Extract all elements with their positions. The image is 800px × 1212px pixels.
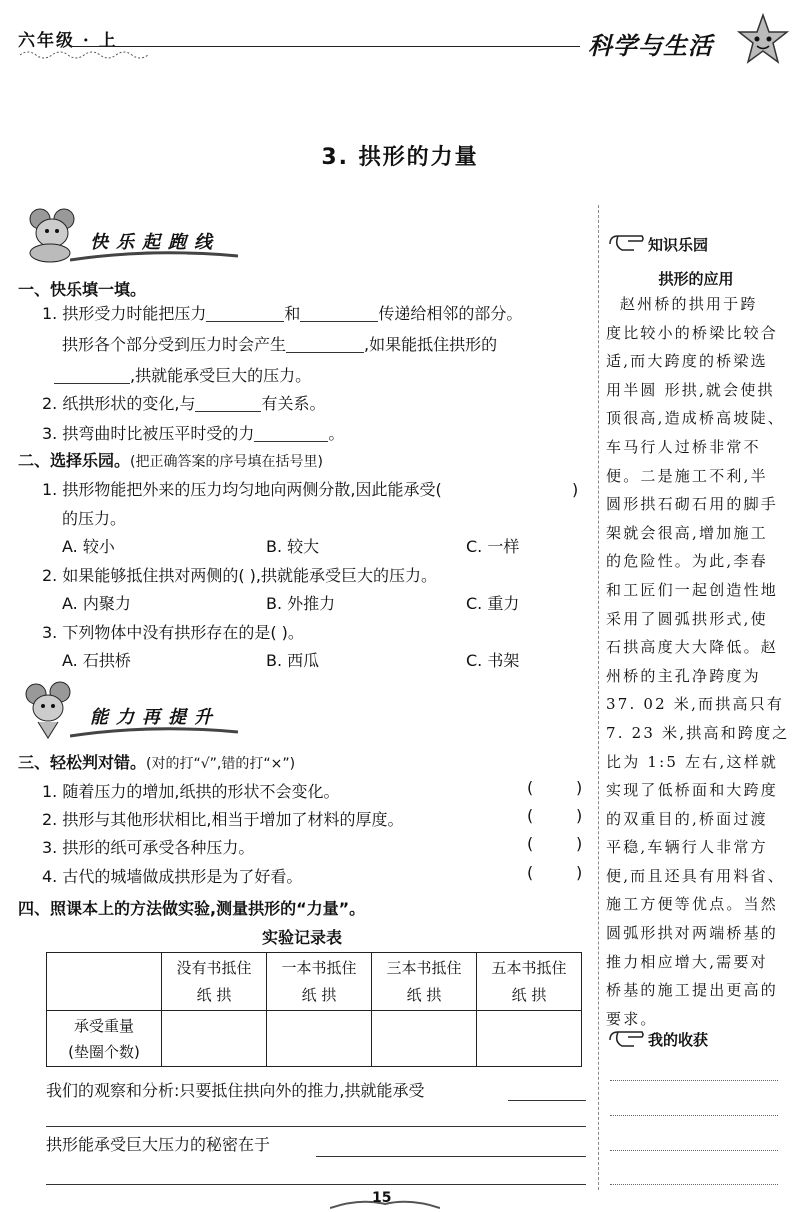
row-label-line1: 承受重量 — [73, 1016, 134, 1035]
q2-item1-opt-a[interactable]: A. 较小 — [62, 537, 115, 556]
section-banner-2: 能力再提升 — [90, 707, 220, 728]
table-col-header — [267, 953, 372, 1011]
article-body — [606, 290, 790, 1033]
col-header-line1: 没有书抵住 — [176, 958, 252, 977]
table-input-cell[interactable] — [267, 1011, 372, 1067]
q1-item1-text-b: 和 — [284, 304, 301, 323]
q1-item3-text-a: 3. 拱弯曲时比被压平时受的力 — [42, 424, 255, 443]
knowledge-label: 知识乐园 — [648, 236, 709, 254]
q2-item2-opt-b[interactable]: B. 外推力 — [266, 594, 336, 613]
article-line: 7. 23 米,拱高和跨度之 — [606, 723, 790, 742]
column-divider — [598, 205, 599, 1190]
table-col-header — [477, 953, 582, 1011]
secret-text: 拱形能承受巨大压力的秘密在于 — [46, 1135, 271, 1154]
page-number: 15 — [372, 1190, 392, 1206]
q3-answer-4-open[interactable]: ( — [527, 863, 534, 882]
q1-item1-text-c: 传递给相邻的部分。 — [378, 304, 523, 323]
table-col-header — [372, 953, 477, 1011]
section-banner-1: 快乐起跑线 — [90, 232, 220, 253]
q1-item1-text-e: ,如果能抵住拱形的 — [364, 335, 498, 354]
article-line: 实现了低桥面和大跨度 — [606, 781, 779, 800]
q2-item2-text: 2. 如果能够抵住拱对两侧的( ),拱就能承受巨大的压力。 — [42, 566, 438, 585]
article-line: 便。二是施工不利,半 — [606, 466, 768, 485]
q2-item2-opt-a[interactable]: A. 内聚力 — [62, 594, 131, 613]
secret-blank-1[interactable] — [316, 1156, 586, 1157]
table-col-header — [162, 953, 267, 1011]
q3-answer-1-close: ) — [576, 778, 583, 797]
row-label-line2: (垫圈个数) — [68, 1042, 140, 1061]
q1-blank-6[interactable] — [254, 423, 328, 442]
q3-answer-3-open[interactable]: ( — [527, 834, 534, 853]
table-title: 实验记录表 — [262, 928, 343, 947]
observation-text: 我们的观察和分析:只要抵住拱向外的推力,拱就能承受 — [46, 1081, 425, 1100]
harvest-line[interactable] — [610, 1184, 778, 1185]
observation-blank-2[interactable] — [46, 1126, 586, 1127]
article-line: 顶很高,造成桥高坡陡、 — [606, 409, 785, 428]
harvest-label: 我的收获 — [648, 1031, 709, 1049]
q2-item2-opt-c[interactable]: C. 重力 — [466, 594, 520, 613]
grade-label: 六年级 · 上 — [18, 31, 118, 51]
q2-item3-text: 3. 下列物体中没有拱形存在的是( )。 — [42, 623, 304, 642]
q1-item3 — [42, 420, 344, 448]
q1-item2-text-a: 2. 纸拱形状的变化,与 — [42, 394, 196, 413]
row-label-cell — [47, 1011, 162, 1067]
q3-answer-1-open[interactable]: ( — [527, 778, 534, 797]
article-line: 采用了圆弧拱形式,使 — [606, 609, 768, 628]
table-corner-cell — [47, 953, 162, 1011]
q2-item1-cont: 的压力。 — [62, 509, 127, 528]
secret-blank-2[interactable] — [46, 1184, 586, 1185]
q2-item3-opt-c[interactable]: C. 书架 — [466, 651, 520, 670]
q4-heading: 四、照课本上的方法做实验,测量拱形的“力量”。 — [18, 899, 366, 918]
star-mascot-icon — [735, 12, 791, 68]
q1-item1-line1 — [42, 300, 522, 328]
q1-item1-text-d: 拱形各个部分受到压力时会产生 — [62, 335, 287, 354]
q2-item3-opt-a[interactable]: A. 石拱桥 — [62, 651, 131, 670]
q3-item-1: 1. 随着压力的增加,纸拱的形状不会变化。 — [42, 782, 340, 801]
q2-item1-text: 1. 拱形物能把外来的压力均匀地向两侧分散,因此能承受( — [42, 480, 442, 499]
q3-answer-2-close: ) — [576, 806, 583, 825]
col-header-line2: 纸 拱 — [511, 985, 547, 1004]
q1-blank-4[interactable] — [54, 365, 130, 384]
table-input-cell[interactable] — [477, 1011, 582, 1067]
q2-note: (把正确答案的序号填在括号里) — [130, 454, 323, 470]
col-header-line2: 纸 拱 — [301, 985, 337, 1004]
q3-heading: 三、轻松判对错。 — [18, 753, 147, 772]
col-header-line2: 纸 拱 — [196, 985, 232, 1004]
q2-item1-opt-c[interactable]: C. 一样 — [466, 537, 520, 556]
article-line: 架就会很高,增加施工 — [606, 523, 768, 542]
q3-item-4: 4. 古代的城墙做成拱形是为了好看。 — [42, 867, 303, 886]
q1-item2 — [42, 390, 325, 418]
q3-item-2: 2. 拱形与其他形状相比,相当于增加了材料的厚度。 — [42, 810, 404, 829]
article-line: 适,而大跨度的桥梁选 — [606, 352, 768, 371]
article-line: 的双重目的,桥面过渡 — [606, 809, 768, 828]
q1-blank-3[interactable] — [286, 334, 364, 353]
article-line: 的危险性。为此,李春 — [606, 552, 768, 571]
pointing-hand-icon — [608, 232, 646, 254]
article-line: 桥基的施工提出更高的 — [606, 981, 779, 1000]
article-line: 圆弧形拱对两端桥基的 — [606, 924, 779, 943]
q3-answer-4-close: ) — [576, 863, 583, 882]
article-title: 拱形的应用 — [658, 270, 734, 288]
article-line: 度比较小的桥梁比较合 — [606, 323, 779, 342]
article-line: 推力相应增大,需要对 — [606, 952, 768, 971]
q1-item1-line3 — [54, 362, 311, 390]
article-line: 便,而且还具有用料省、 — [606, 866, 785, 885]
q1-heading: 一、快乐填一填。 — [18, 280, 147, 299]
article-line: 比为 1:5 左右,这样就 — [606, 752, 779, 771]
harvest-line[interactable] — [610, 1115, 778, 1116]
col-header-line2: 纸 拱 — [406, 985, 442, 1004]
harvest-line[interactable] — [610, 1150, 778, 1151]
q2-item1-opt-b[interactable]: B. 较大 — [266, 537, 320, 556]
q1-blank-1[interactable] — [206, 303, 284, 322]
q1-item2-text-b: 有关系。 — [261, 394, 326, 413]
q1-blank-2[interactable] — [300, 303, 378, 322]
col-header-line1: 三本书抵住 — [386, 958, 462, 977]
q1-item1-text-f: ,拱就能承受巨大的压力。 — [130, 366, 312, 385]
q2-heading: 二、选择乐园。 — [18, 451, 131, 470]
wave-decoration — [20, 48, 150, 62]
q1-item1-line2 — [62, 331, 497, 359]
harvest-line[interactable] — [610, 1080, 778, 1081]
col-header-line1: 一本书抵住 — [281, 958, 357, 977]
pointing-hand-icon — [608, 1028, 646, 1050]
article-line: 施工方便等优点。当然 — [606, 895, 779, 914]
q2-item1-paren-close: ) — [572, 480, 579, 499]
brand-title: 科学与生活 — [588, 32, 713, 60]
article-line: 37. 02 米,而拱高只有 — [606, 695, 785, 714]
observation-blank-1[interactable] — [508, 1100, 586, 1101]
article-line: 用半圆 形拱,就会使拱 — [606, 380, 775, 399]
page-title: 3. 拱形的力量 — [321, 145, 479, 170]
q3-item-3: 3. 拱形的纸可承受各种压力。 — [42, 838, 255, 857]
q3-note: (对的打“√”,错的打“×”) — [146, 756, 296, 772]
q3-answer-2-open[interactable]: ( — [527, 806, 534, 825]
q3-heading-row — [18, 750, 295, 773]
q2-heading-row — [18, 448, 323, 471]
article-line: 赵州桥的拱用于跨 — [606, 295, 758, 313]
header-rule — [70, 46, 580, 47]
q3-answer-3-close: ) — [576, 834, 583, 853]
q1-item1-text-a: 1. 拱形受力时能把压力 — [42, 304, 207, 323]
table-input-cell[interactable] — [372, 1011, 477, 1067]
article-line: 州桥的主孔净跨度为 — [606, 666, 761, 685]
article-line: 要求。 — [606, 1009, 658, 1028]
q1-blank-5[interactable] — [195, 393, 261, 412]
article-line: 平稳,车辆行人非常方 — [606, 838, 768, 857]
article-line: 车马行人过桥非常不 — [606, 437, 761, 456]
article-line: 石拱高度大大降低。赵 — [606, 638, 779, 657]
q2-item3-opt-b[interactable]: B. 西瓜 — [266, 651, 320, 670]
table-input-cell[interactable] — [162, 1011, 267, 1067]
q1-item3-text-b: 。 — [328, 424, 345, 443]
col-header-line1: 五本书抵住 — [491, 958, 567, 977]
experiment-table — [46, 952, 582, 1067]
table-header-row — [47, 953, 582, 1011]
article-line: 圆形拱石砌石用的脚手 — [606, 495, 779, 514]
table-row — [47, 1011, 582, 1067]
article-line: 和工匠们一起创造性地 — [606, 580, 779, 599]
